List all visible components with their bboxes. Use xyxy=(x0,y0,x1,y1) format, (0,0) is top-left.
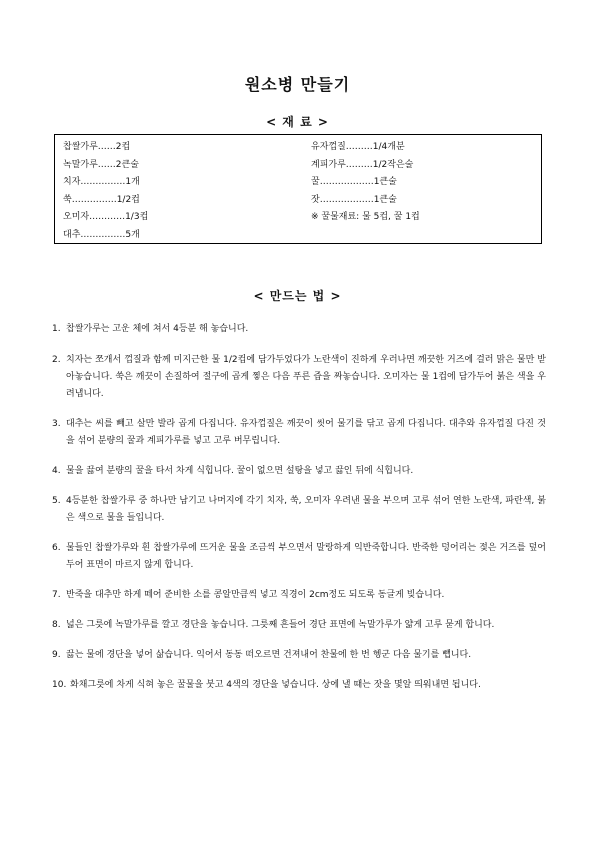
step-text: 치자는 쪼개서 껍질과 함께 미지근한 물 1/2컵에 담가두었다가 노란색이 진하게 우러나면 깨끗한 거즈에 걸러 맑은 물만 받아놓습니다. 쑥은 깨끗이 손질하여 절구에 곱게 찧은 다음 푸른 즙을 짜놓습니다. 오미자는 물 1컵에 담가두어 붉은 색을 우려냅니다. xyxy=(66,355,546,399)
ingredients-box xyxy=(54,134,542,244)
step-number: 2. xyxy=(52,355,61,365)
ingredient-line: 녹말가루……2큰술 xyxy=(63,159,139,170)
step-8 xyxy=(52,617,546,634)
ingredient-line: 유자껍질………1/4개분 xyxy=(311,142,405,152)
step-9 xyxy=(52,647,546,664)
ingredients-right-column xyxy=(311,139,420,227)
step-number: 8. xyxy=(52,620,61,630)
step-1 xyxy=(52,321,546,338)
step-number: 9. xyxy=(52,650,61,660)
step-number: 4. xyxy=(52,466,61,476)
ingredient-line: 꿀………………1큰술 xyxy=(311,177,397,188)
ingredient-line: 찹쌀가루……2컵 xyxy=(63,142,131,152)
step-number: 7. xyxy=(52,590,61,600)
step-number: 5. xyxy=(52,496,61,506)
step-number: 1. xyxy=(52,324,61,334)
ingredient-line: 잣………………1큰술 xyxy=(311,194,397,205)
step-text: 찹쌀가루는 고운 체에 쳐서 4등분 해 놓습니다. xyxy=(66,324,249,334)
step-4 xyxy=(52,463,546,480)
step-text: 물을 끓여 분량의 꿀을 타서 차게 식힙니다. 꿀이 없으면 설탕을 넣고 끓인 뒤에 식힙니다. xyxy=(66,466,414,476)
step-5 xyxy=(52,493,546,527)
step-number: 10. xyxy=(52,680,67,690)
ingredients-heading: < 재 료 > xyxy=(266,115,329,129)
ingredient-line: 치자……………1개 xyxy=(63,177,140,188)
step-number: 3. xyxy=(52,419,61,429)
step-text: 넓은 그릇에 녹말가루를 깔고 경단을 놓습니다. 그릇째 흔들어 경단 표면에 녹말가루가 얇게 고루 묻게 합니다. xyxy=(66,620,495,630)
step-6 xyxy=(52,540,546,574)
step-number: 6. xyxy=(52,543,61,553)
honey-water-note: ※ 꿀물재료: 물 5컵, 꿀 1컵 xyxy=(311,212,420,223)
method-steps xyxy=(52,321,546,694)
step-7 xyxy=(52,587,546,604)
step-text: 4등분한 찹쌀가루 중 하나만 남기고 나머지에 각기 치자, 쑥, 오미자 우려낸 물을 부으며 고루 섞어 연한 노란색, 파란색, 붉은 색으로 물을 들입니다. xyxy=(66,496,546,523)
document-title: 원소병 만들기 xyxy=(244,75,351,94)
step-text: 화채그릇에 차게 식혀 놓은 꿀물을 붓고 4색의 경단을 넣습니다. 상에 낼 때는 잣을 몇알 띄워내면 됩니다. xyxy=(70,680,481,690)
step-text: 대추는 씨를 빼고 살만 발라 곱게 다집니다. 유자껍질은 깨끗이 씻어 물기를 닦고 곱게 다집니다. 대추와 유자껍질 다진 것을 섞어 분량의 꿀과 계피가루를 넣고 고루 버무립니다. xyxy=(66,419,546,446)
step-2 xyxy=(52,352,546,403)
step-text: 물들인 찹쌀가루와 흰 찹쌀가루에 뜨거운 물을 조금씩 부으면서 말랑하게 익반죽합니다. 반죽한 덩어리는 젖은 거즈를 덮어두어 표면이 마르지 않게 합니다. xyxy=(66,543,546,570)
ingredient-line: 계피가루………1/2작은술 xyxy=(311,159,414,170)
ingredient-line: 대추……………5개 xyxy=(63,229,140,240)
method-heading: < 만드는 법 > xyxy=(253,289,342,303)
ingredient-line: 오미자…………1/3컵 xyxy=(63,212,149,223)
ingredients-left-column xyxy=(63,139,148,245)
step-3 xyxy=(52,416,546,450)
step-text: 끓는 물에 경단을 넣어 삶습니다. 익어서 동동 떠오르면 건져내어 찬물에 한 번 헹군 다음 물기를 뺍니다. xyxy=(66,650,472,660)
step-text: 반죽을 대추만 하게 떼어 준비한 소를 콩알만큼씩 넣고 직경이 2cm정도 되도록 동글게 빚습니다. xyxy=(66,590,445,600)
step-10 xyxy=(52,677,546,694)
ingredient-line: 쑥……………1/2컵 xyxy=(63,194,140,205)
